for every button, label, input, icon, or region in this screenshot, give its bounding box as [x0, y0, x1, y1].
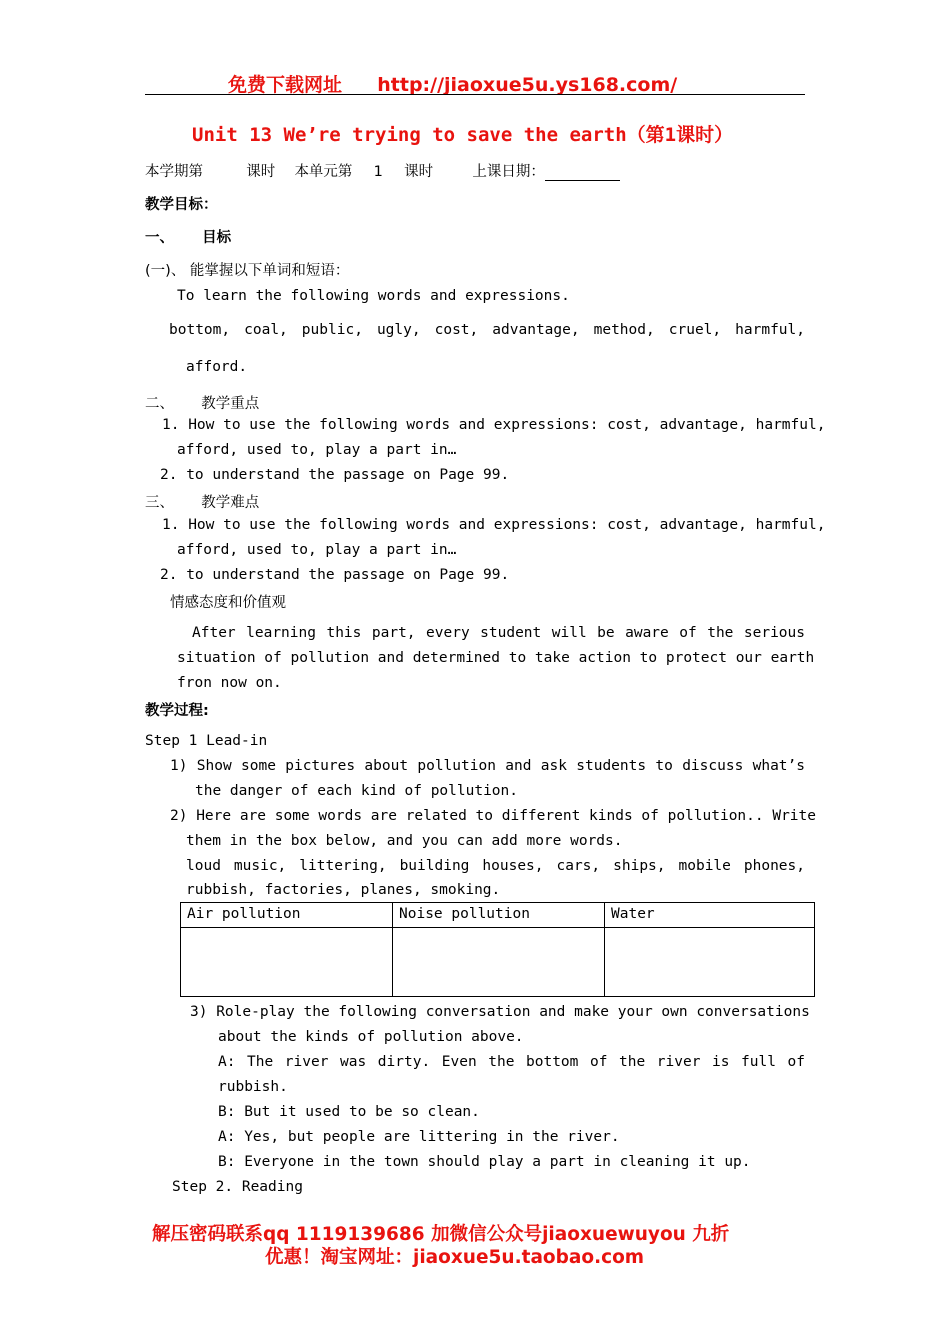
dialogue-a2: A: Yes, but people are littering in the river.: [218, 1129, 620, 1145]
pollution-table: [180, 902, 815, 997]
schedule-term: 本学期第: [145, 164, 203, 180]
schedule-period: 课时: [246, 164, 276, 180]
step1-item1-line1: 1) Show some pictures about pollution and ask students to discuss what’s: [170, 758, 805, 774]
section3-heading: [145, 491, 259, 512]
dialogue-a1-line2: rubbish.: [218, 1079, 288, 1095]
section2-number: 二、: [145, 396, 174, 412]
dialogue-b2: B: Everyone in the town should play a part in cleaning it up.: [218, 1154, 751, 1170]
water-pollution-cell[interactable]: [605, 928, 815, 997]
roleplay-line2: about the kinds of pollution above.: [218, 1029, 524, 1045]
step1-item2-line2: them in the box below, and you can add more words.: [186, 833, 623, 849]
dialogue-b1: B: But it used to be so clean.: [218, 1104, 480, 1120]
process-heading: 教学过程:: [145, 703, 209, 719]
section1-number: 一、: [145, 230, 174, 246]
site-url-link[interactable]: http://jiaoxue5u.ys168.com/: [377, 74, 678, 96]
attitude-line1: After learning this part, every student will be aware of the serious: [192, 625, 805, 641]
section3-title: 教学难点: [201, 495, 260, 511]
noise-pollution-cell[interactable]: [393, 928, 605, 997]
table-header-row: [181, 903, 815, 928]
attitude-line2: situation of pollution and determined to take action to protect our earth: [177, 650, 815, 666]
section2-item2: 2. to understand the passage on Page 99.: [160, 467, 510, 483]
section2-item1-line2: afford, used to, play a part in…: [177, 442, 457, 458]
section3-item2: 2. to understand the passage on Page 99.: [160, 567, 510, 583]
schedule-period-2: 课时: [404, 164, 434, 180]
header-air-pollution: Air pollution: [181, 903, 393, 928]
header-water: Water: [605, 903, 815, 928]
roleplay-line1: 3) Role-play the following conversation and make your own conversations: [190, 1004, 810, 1020]
attitude-heading: 情感态度和价值观: [170, 595, 286, 611]
section1-sub: (一)、 能掌握以下单词和短语：: [145, 263, 350, 279]
step1-item2-line1: 2) Here are some words are related to different kinds of pollution.. Write: [170, 808, 817, 824]
step1-word-bank-line2: rubbish, factories, planes, smoking.: [186, 882, 501, 898]
step1-item1-line2: the danger of each kind of pollution.: [195, 783, 519, 799]
section3-item1-line1: 1. How to use the following words and expressions: cost, advantage, harmful,: [162, 517, 826, 533]
section2-heading: [145, 392, 259, 413]
step2-title: Step 2. Reading: [172, 1179, 303, 1195]
footer-line1: 解压密码联系qq 1119139686 加微信公众号jiaoxuewuyou 九折: [152, 1224, 730, 1245]
objectives-heading: 教学目标：: [145, 197, 218, 213]
section1-title: 目标: [202, 230, 232, 246]
schedule-unit: 本单元第: [294, 164, 353, 180]
schedule-lesson-number: 1: [373, 164, 383, 180]
footer-line2: 优惠！淘宝网址：jiaoxue5u.taobao.com: [265, 1247, 645, 1268]
page-title: Unit 13 We’re trying to save the earth（第1课时）: [192, 124, 734, 146]
word-list-line1: bottom, coal, public, ugly, cost, advantage, method, cruel, harmful,: [169, 322, 805, 338]
section2-title: 教学重点: [201, 396, 260, 412]
dialogue-a1-line1: A: The river was dirty. Even the bottom of the river is full of: [218, 1054, 805, 1070]
step1-title: Step 1 Lead-in: [145, 733, 268, 749]
section3-number: 三、: [145, 495, 174, 511]
section1-intro: To learn the following words and expressions.: [177, 288, 570, 304]
section2-item1-line1: 1. How to use the following words and expressions: cost, advantage, harmful,: [162, 417, 826, 433]
section1-heading: [145, 226, 231, 247]
schedule-date-label: 上课日期：: [472, 164, 545, 180]
header-divider: [145, 94, 805, 95]
step1-word-bank-line1: loud music, littering, building houses, cars, ships, mobile phones,: [186, 858, 805, 874]
section3-item1-line2: afford, used to, play a part in…: [177, 542, 457, 558]
schedule-line: [145, 160, 620, 181]
site-label: 免费下载网址: [228, 74, 343, 96]
date-blank: [545, 166, 620, 181]
site-header: [228, 70, 677, 97]
attitude-line3: fron now on.: [177, 675, 282, 691]
air-pollution-cell[interactable]: [181, 928, 393, 997]
word-list-line2: afford.: [186, 359, 248, 375]
header-noise-pollution: Noise pollution: [393, 903, 605, 928]
table-answer-row: [181, 928, 815, 997]
